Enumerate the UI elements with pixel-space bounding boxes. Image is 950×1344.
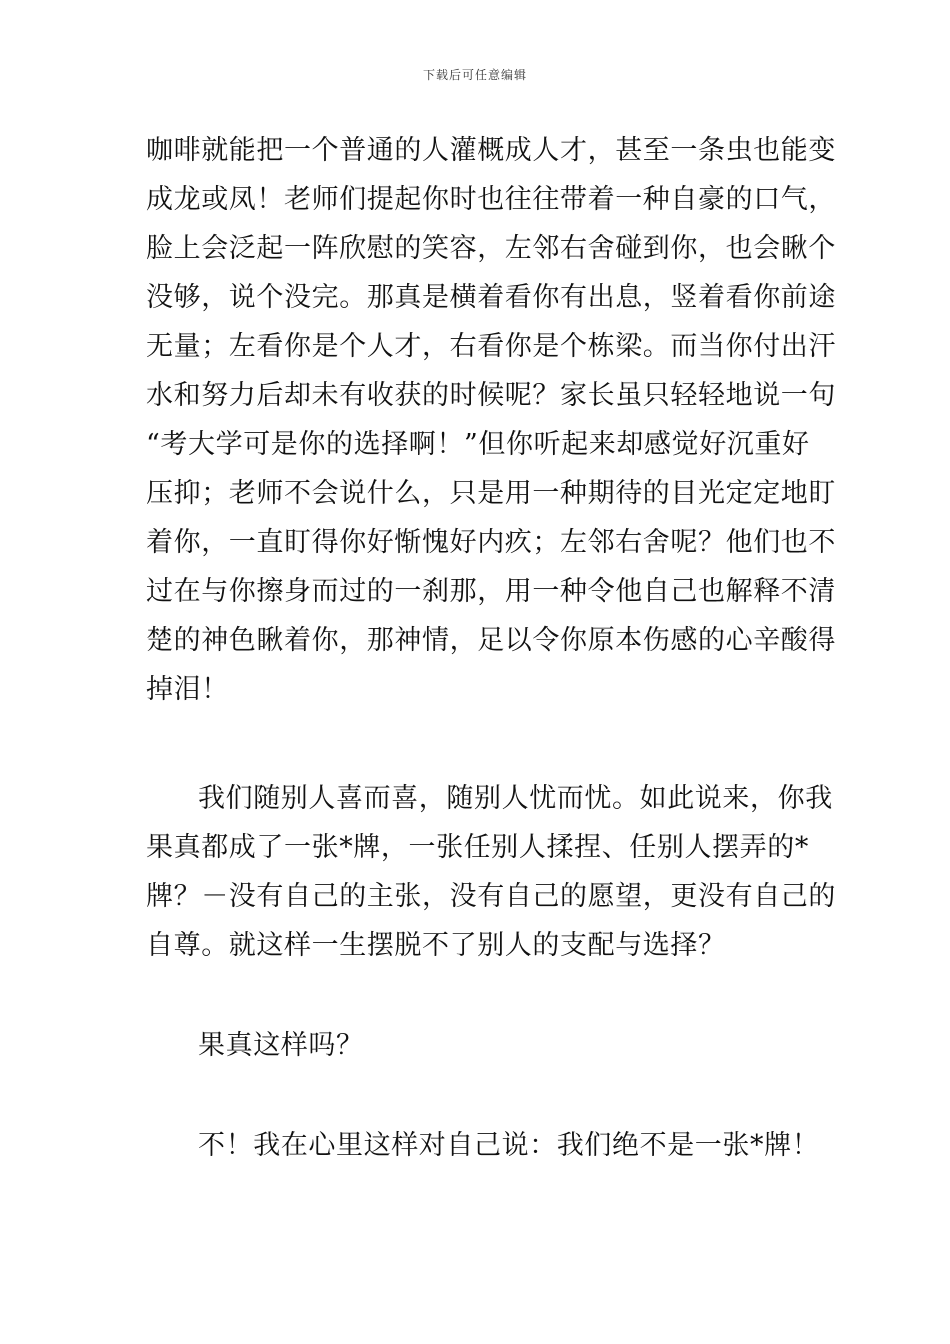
text-line: 过在与你擦身而过的一刹那，用一种令他自己也解释不清 [146,576,836,607]
paragraph-3 [146,1021,808,1070]
text-line: 没够，说个没完。那真是横着看你有出息，竖着看你前途 [146,282,836,313]
text-line: 掉泪！ [146,674,229,705]
text-line: 果真这样吗？ [198,1030,364,1061]
page-header-note: 下载后可任意编辑 [422,68,527,82]
text-line: 咖啡就能把一个普通的人灌概成人才，甚至一条虫也能变 [146,135,836,166]
text-line: 自尊。就这样一生摆脱不了别人的支配与选择？ [146,930,726,961]
text-line: “考大学可是你的选择啊！”但你听起来却感觉好沉重好 [146,429,810,460]
text-line: 压抑；老师不会说什么，只是用一种期待的目光定定地盯 [146,478,836,509]
text-line: 楚的神色瞅着你，那神情，足以令你原本伤感的心辛酸得 [146,625,836,656]
text-line: 水和努力后却未有收获的时候呢？家长虽只轻轻地说一句 [146,380,836,411]
paragraph-1 [146,126,836,714]
text-line: 牌？－没有自己的主张，没有自己的愿望，更没有自己的 [146,881,836,912]
text-line: 脸上会泛起一阵欣慰的笑容，左邻右舍碰到你，也会瞅个 [146,233,836,264]
paragraph-2 [146,774,836,970]
text-line: 无量；左看你是个人才，右看你是个栋梁。而当你付出汗 [146,331,836,362]
paragraph-4 [146,1121,820,1170]
text-line: 果真都成了一张*牌，一张任别人揉捏、任别人摆弄的* [146,832,809,863]
text-line: 不！我在心里这样对自己说：我们绝不是一张*牌！ [198,1130,820,1161]
text-line: 成龙或凤！老师们提起你时也往往带着一种自豪的口气， [146,184,836,215]
text-line: 我们随别人喜而喜，随别人忧而忧。如此说来，你我 [198,783,833,814]
text-line: 着你，一直盯得你好惭愧好内疚；左邻右舍呢？他们也不 [146,527,836,558]
